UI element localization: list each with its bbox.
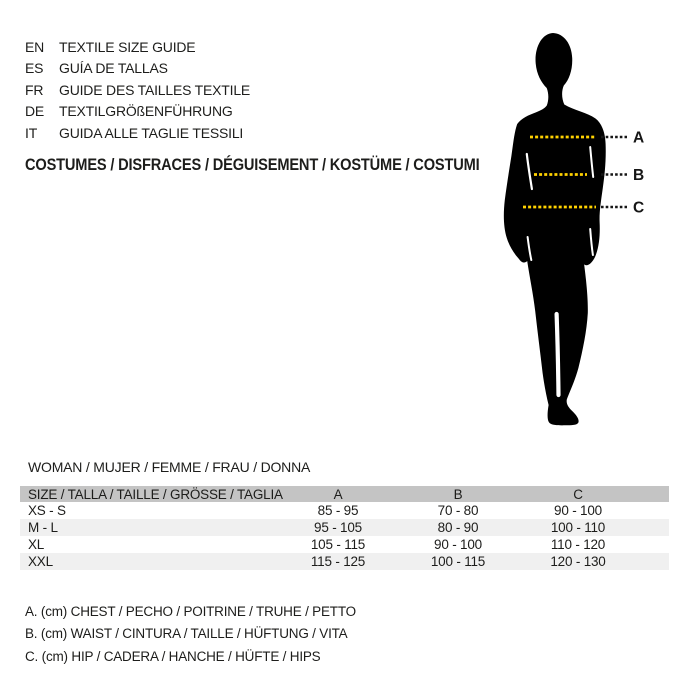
measure-legend: [25, 601, 356, 668]
chest-line-label: A: [633, 129, 645, 147]
waist-range-cell: 90 - 100: [434, 537, 482, 552]
category-title: COSTUMES / DISFRACES / DÉGUISEMENT / KOSTÜME / COSTUMI: [25, 155, 480, 174]
hip-range-cell: 110 - 120: [550, 537, 606, 552]
language-code: IT: [25, 124, 38, 141]
table-row: [20, 502, 669, 519]
language-guide-item: [25, 80, 250, 101]
language-guide-item: [25, 37, 250, 58]
hip-range-cell: 90 - 100: [554, 503, 602, 518]
hip-line-label: C: [633, 199, 645, 217]
table-header-row: [20, 486, 669, 502]
size-cell: XL: [28, 537, 45, 552]
table-row: [20, 553, 669, 570]
chest-range-cell: 85 - 95: [317, 503, 359, 518]
waist-line-label: B: [633, 166, 645, 184]
size-table: [20, 486, 669, 570]
header-col-b: B: [453, 486, 463, 502]
measure-legend-line-waist: B. (cm) WAIST / CINTURA / TAILLE / HÜFTUNG / VITA: [25, 626, 348, 642]
language-guide-label: GUIDE DES TAILLES TEXTILE: [59, 81, 251, 98]
size-cell: XXL: [28, 554, 53, 569]
measure-legend-line-hip: C. (cm) HIP / CADERA / HANCHE / HÜFTE / HIPS: [25, 648, 321, 664]
size-cell: M - L: [28, 520, 58, 535]
language-code: ES: [25, 60, 44, 77]
language-code: FR: [25, 81, 44, 98]
language-guide-label: GUIDA ALLE TAGLIE TESSILI: [59, 124, 244, 141]
measure-legend-line-chest: A. (cm) CHEST / PECHO / POITRINE / TRUHE / PETTO: [25, 604, 356, 619]
language-guide-item: [25, 123, 250, 144]
language-guide-label: TEXTILE SIZE GUIDE: [59, 39, 196, 55]
language-code: EN: [25, 39, 45, 55]
body-measurement-figure: [480, 24, 665, 450]
table-title: WOMAN / MUJER / FEMME / FRAU / DONNA: [28, 459, 311, 475]
waist-range-cell: 70 - 80: [437, 503, 479, 518]
language-guide-list: [25, 37, 250, 144]
language-guide-label: GUÍA DE TALLAS: [59, 60, 168, 77]
waist-range-cell: 100 - 115: [430, 554, 486, 569]
language-code: DE: [25, 103, 45, 120]
table-row: [20, 519, 669, 536]
size-cell: XS - S: [28, 503, 66, 518]
language-guide-item: [25, 101, 250, 122]
legs-gap: [557, 314, 559, 395]
chest-range-cell: 115 - 125: [310, 554, 366, 569]
header-size-cell: SIZE / TALLA / TAILLE / GRÖSSE / TAGLIA: [28, 486, 283, 502]
hip-range-cell: 120 - 130: [550, 554, 606, 569]
header-col-c: C: [573, 486, 583, 502]
header-col-a: A: [333, 486, 343, 502]
chest-range-cell: 105 - 115: [310, 537, 366, 552]
language-guide-label: TEXTILGRÖßENFÜHRUNG: [59, 103, 233, 120]
waist-range-cell: 80 - 90: [437, 520, 479, 535]
table-row: [20, 536, 669, 553]
hip-range-cell: 100 - 110: [550, 520, 606, 535]
language-guide-item: [25, 58, 250, 79]
chest-range-cell: 95 - 105: [314, 520, 362, 535]
